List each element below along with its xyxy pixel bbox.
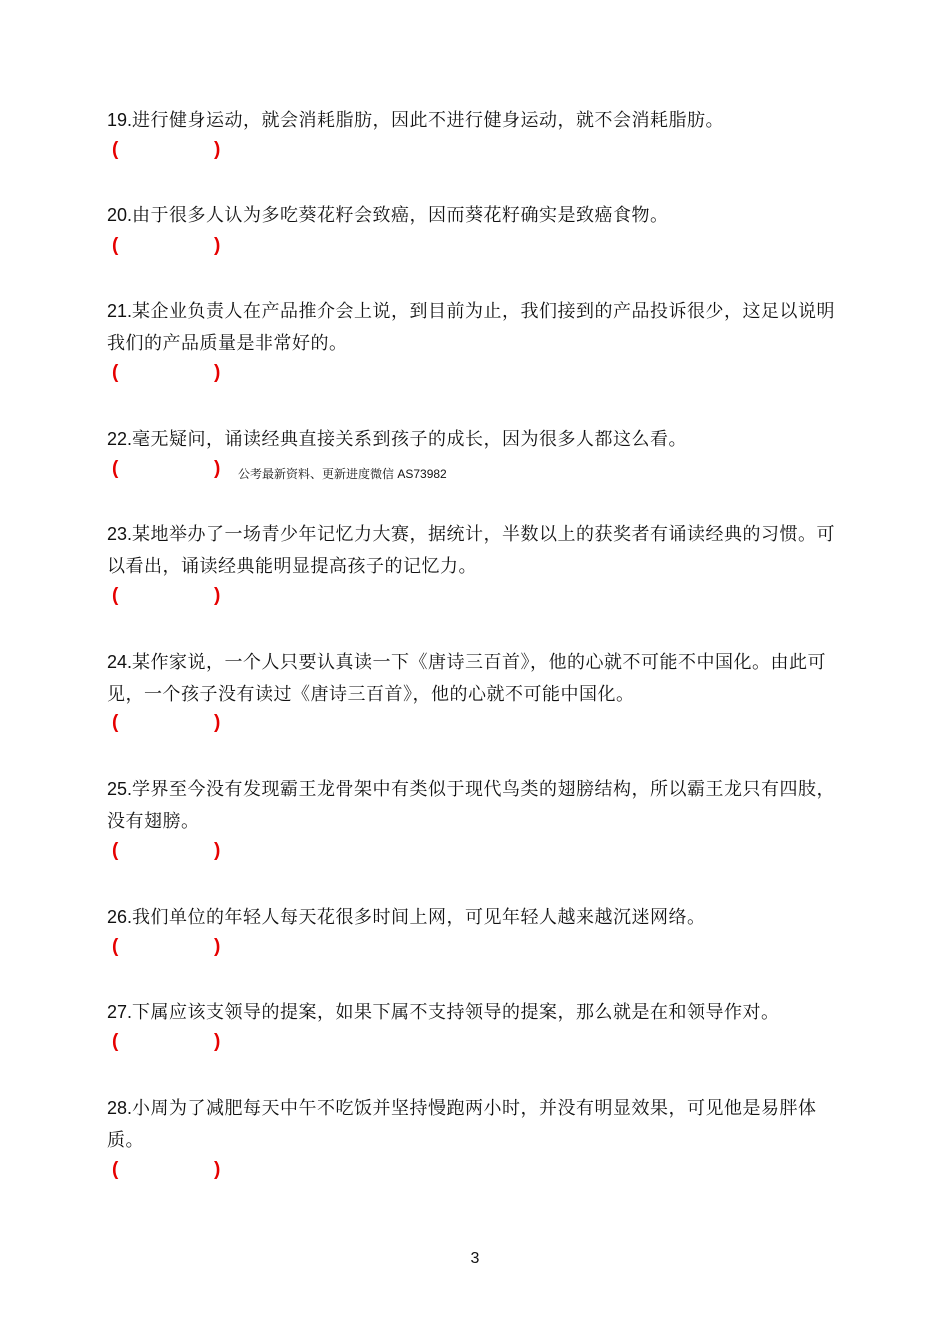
- answer-blank-22[interactable]: [112, 458, 232, 486]
- left-paren: (: [112, 1159, 119, 1180]
- answer-blank-28[interactable]: [112, 1159, 232, 1187]
- question-26-text: 我们单位的年轻人每天花很多时间上网，可见年轻人越来越沉迷网络。: [132, 907, 706, 928]
- question-23-text: 某地举办了一场青少年记忆力大赛，据统计，半数以上的获奖者有诵读经典的习惯。可以看出，诵读经典能明显提高孩子的记忆力。: [107, 524, 836, 577]
- question-28: 28.小周为了减肥每天中午不吃饭并坚持慢跑两小时，并没有明显效果，可见他是易胖体质。: [107, 1098, 817, 1151]
- question-20: 20.由于很多人认为多吃葵花籽会致癌，因而葵花籽确实是致癌食物。: [107, 205, 669, 226]
- right-paren: ): [214, 840, 221, 861]
- question-25: 25.学界至今没有发现霸王龙骨架中有类似于现代鸟类的翅膀结构，所以霸王龙只有四肢，没有翅膀。: [107, 779, 836, 832]
- right-paren: ): [214, 585, 221, 606]
- left-paren: (: [112, 235, 119, 256]
- right-paren: ): [214, 139, 221, 160]
- answer-blank-21[interactable]: [112, 362, 232, 390]
- left-paren: (: [112, 585, 119, 606]
- question-22-text: 毫无疑问，诵读经典直接关系到孩子的成长，因为很多人都这么看。: [132, 429, 688, 450]
- page-number: 3: [470, 1250, 480, 1267]
- left-paren: (: [112, 139, 119, 160]
- question-26: 26.我们单位的年轻人每天花很多时间上网，可见年轻人越来越沉迷网络。: [107, 907, 706, 928]
- left-paren: (: [112, 362, 119, 383]
- left-paren: (: [112, 458, 119, 479]
- left-paren: (: [112, 840, 119, 861]
- question-22: 22.毫无疑问，诵读经典直接关系到孩子的成长，因为很多人都这么看。: [107, 429, 688, 450]
- question-27: 27.下属应该支领导的提案，如果下属不支持领导的提案，那么就是在和领导作对。: [107, 1002, 780, 1023]
- answer-blank-20[interactable]: [112, 235, 232, 263]
- answer-blank-19[interactable]: [112, 139, 232, 167]
- watermark-note: 公考最新资料、更新进度微信 AS73982: [238, 467, 447, 481]
- answer-blank-23[interactable]: [112, 585, 232, 613]
- right-paren: ): [214, 712, 221, 733]
- left-paren: (: [112, 936, 119, 957]
- right-paren: ): [214, 1159, 221, 1180]
- right-paren: ): [214, 362, 221, 383]
- question-25-text: 学界至今没有发现霸王龙骨架中有类似于现代鸟类的翅膀结构，所以霸王龙只有四肢，没有翅膀。: [107, 779, 836, 832]
- question-19-text: 进行健身运动，就会消耗脂肪，因此不进行健身运动，就不会消耗脂肪。: [132, 110, 725, 131]
- question-24-text: 某作家说，一个人只要认真读一下《唐诗三百首》，他的心就不可能不中国化。由此可见，一个孩子没有读过《唐诗三百首》，他的心就不可能中国化。: [107, 652, 827, 705]
- right-paren: ): [214, 936, 221, 957]
- question-27-text: 下属应该支领导的提案，如果下属不支持领导的提案，那么就是在和领导作对。: [132, 1002, 780, 1023]
- right-paren: ): [214, 1031, 221, 1052]
- answer-blank-24[interactable]: [112, 712, 232, 740]
- answer-blank-25[interactable]: [112, 840, 232, 868]
- question-28-text: 小周为了减肥每天中午不吃饭并坚持慢跑两小时，并没有明显效果，可见他是易胖体质。: [107, 1098, 817, 1151]
- question-20-text: 由于很多人认为多吃葵花籽会致癌，因而葵花籽确实是致癌食物。: [132, 205, 669, 226]
- right-paren: ): [214, 235, 221, 256]
- question-21-text: 某企业负责人在产品推介会上说，到目前为止，我们接到的产品投诉很少，这足以说明我们的产品质量是非常好的。: [107, 301, 836, 354]
- question-23: 23.某地举办了一场青少年记忆力大赛，据统计，半数以上的获奖者有诵读经典的习惯。可以看出，诵读经典能明显提高孩子的记忆力。: [107, 524, 836, 577]
- question-21: 21.某企业负责人在产品推介会上说，到目前为止，我们接到的产品投诉很少，这足以说明我们的产品质量是非常好的。: [107, 301, 836, 354]
- left-paren: (: [112, 1031, 119, 1052]
- answer-blank-26[interactable]: [112, 936, 232, 964]
- right-paren: ): [214, 458, 221, 479]
- question-24: 24.某作家说，一个人只要认真读一下《唐诗三百首》，他的心就不可能不中国化。由此可见，一个孩子没有读过《唐诗三百首》，他的心就不可能中国化。: [107, 652, 827, 705]
- answer-blank-27[interactable]: [112, 1031, 232, 1059]
- left-paren: (: [112, 712, 119, 733]
- question-19: 19.进行健身运动，就会消耗脂肪，因此不进行健身运动，就不会消耗脂肪。: [107, 110, 725, 131]
